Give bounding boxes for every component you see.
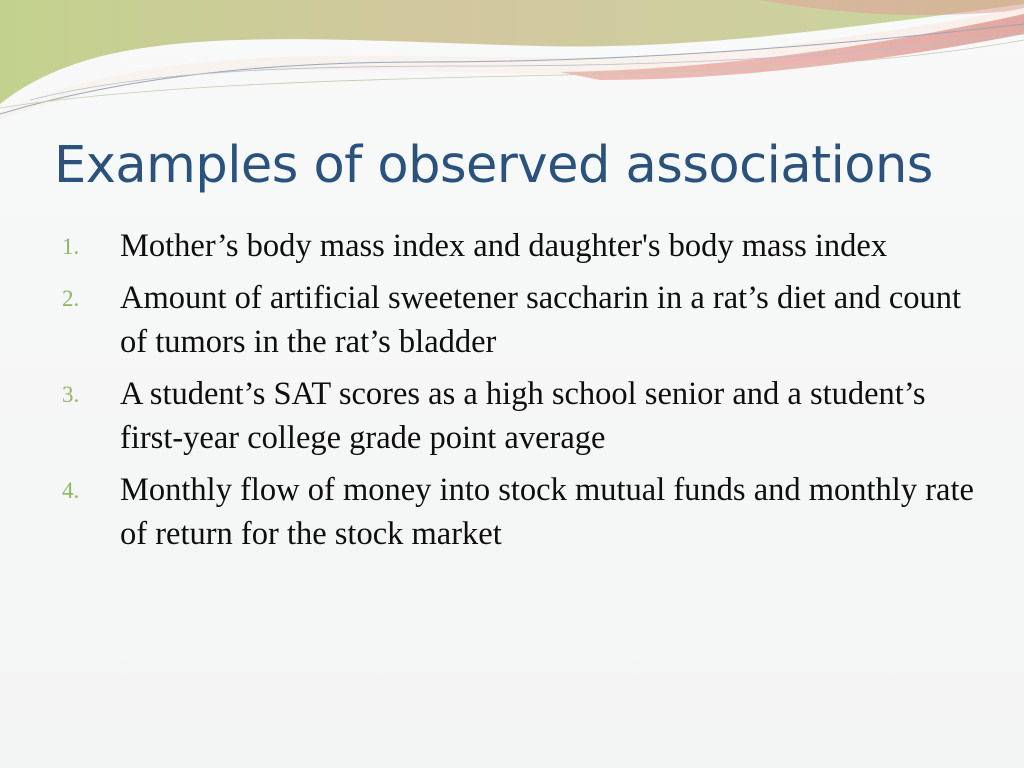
list-item-text: Amount of artificial sweetener saccharin in a rat’s diet and count of tumors in the rat’s bladder [120,280,962,360]
list-item-text: Mother’s body mass index and daughter's body mass index [120,228,888,264]
list-item-text: A student’s SAT scores as a high school senior and a student’s first-year college grade point average [120,376,926,456]
decorative-wave-banner [0,0,1024,130]
list-item [62,468,982,556]
list-item-number: 3. [62,382,80,407]
list-item-number: 1. [62,234,80,259]
association-list [62,224,982,564]
list-item-number: 4. [62,478,80,503]
list-item-text: Monthly flow of money into stock mutual funds and monthly rate of return for the stock market [120,472,974,552]
slide-title: Examples of observed associations [54,136,933,195]
list-item [62,372,982,460]
list-item-number: 2. [62,286,80,311]
list-item [62,224,982,268]
list-item [62,276,982,364]
